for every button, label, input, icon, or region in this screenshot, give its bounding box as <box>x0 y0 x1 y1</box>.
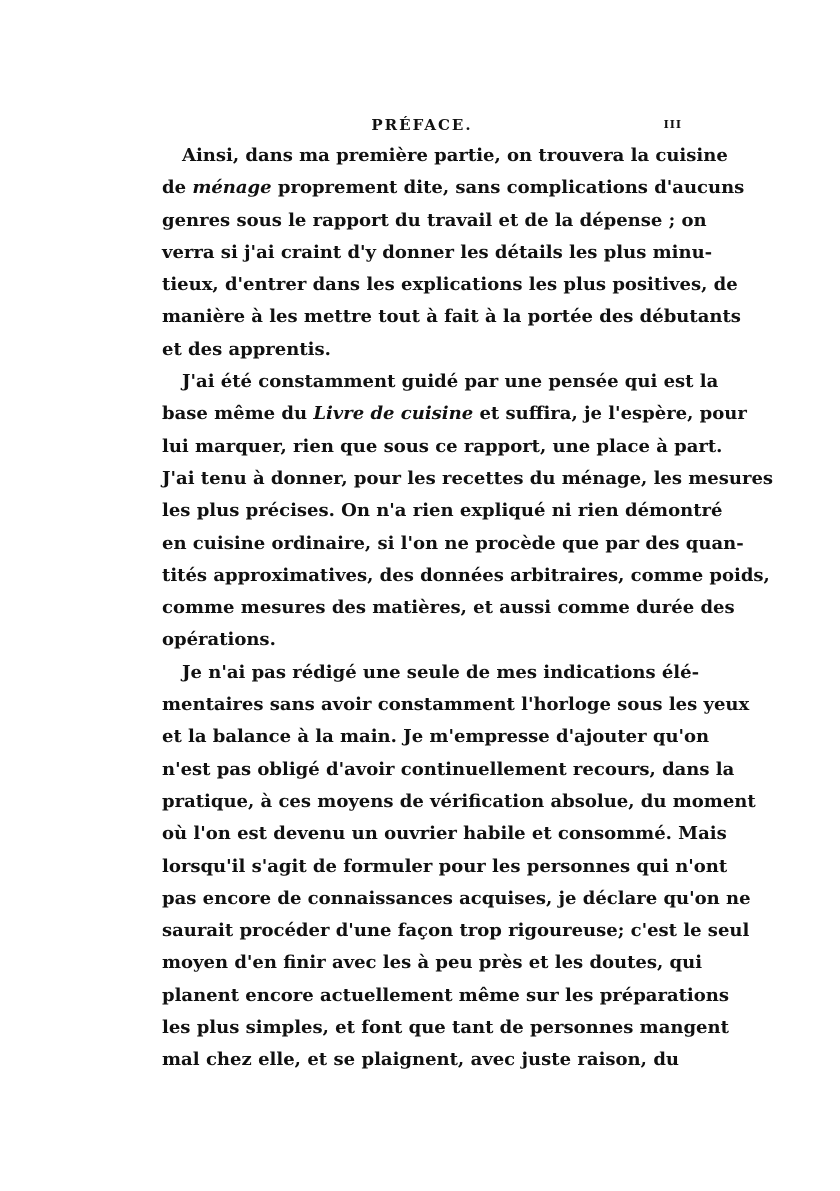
text-line: et des apprentis. <box>162 338 331 360</box>
text-line: et la balance à la main. Je m'empresse d'ajouter qu'on <box>162 726 710 748</box>
text-line: planent encore actuellement même sur les préparations <box>162 984 729 1006</box>
text-line: lui marquer, rien que sous ce rapport, une place à part. <box>162 435 723 457</box>
text-line: tieux, d'entrer dans les explications les plus positives, de <box>162 274 738 296</box>
text-line: pratique, à ces moyens de vérification absolue, du moment <box>162 790 756 812</box>
text-line: les plus précises. On n'a rien expliqué ni rien démontré <box>162 500 723 522</box>
text-line: moyen d'en finir avec les à peu près et les doutes, qui <box>162 952 703 974</box>
italic-title-livre-de-cuisine: Livre de cuisine <box>313 403 474 425</box>
paragraph-1 <box>162 140 745 366</box>
text-line: mentaires sans avoir constamment l'horloge sous les yeux <box>162 694 750 716</box>
text-run: et suffira, je l'espère, pour <box>473 403 747 425</box>
text-line <box>162 398 747 430</box>
text-line: manière à les mettre tout à fait à la portée des débutants <box>162 306 741 328</box>
text-line: en cuisine ordinaire, si l'on ne procède que par des quan- <box>162 532 744 554</box>
italic-term-menage: ménage <box>192 177 272 199</box>
page-number: III <box>663 118 682 131</box>
text-line: tités approximatives, des données arbitraires, comme poids, <box>162 564 770 586</box>
paragraph-3 <box>162 657 756 1077</box>
text-line: opérations. <box>162 629 276 651</box>
text-line: saurait procéder d'une façon trop rigoureuse; c'est le seul <box>162 920 750 942</box>
text-line: Ainsi, dans ma première partie, on trouvera la cuisine <box>182 145 728 166</box>
running-title: PRÉFACE. <box>371 116 473 134</box>
text-line: comme mesures des matières, et aussi comme durée des <box>162 597 735 619</box>
text-line: mal chez elle, et se plaignent, avec juste raison, du <box>162 1049 679 1071</box>
text-run: base même du <box>162 403 314 425</box>
text-line: lorsqu'il s'agit de formuler pour les personnes qui n'ont <box>162 855 728 877</box>
text-run: proprement dite, sans complications d'aucuns <box>271 177 745 199</box>
running-head <box>162 116 682 138</box>
text-line: pas encore de connaissances acquises, je déclare qu'on ne <box>162 887 751 909</box>
body-text <box>162 140 774 1077</box>
text-line: n'est pas obligé d'avoir continuellement recours, dans la <box>162 758 735 780</box>
text-line: les plus simples, et font que tant de personnes mangent <box>162 1017 729 1039</box>
text-line <box>162 172 745 204</box>
paragraph-2 <box>162 366 774 657</box>
text-line: où l'on est devenu un ouvrier habile et consommé. Mais <box>162 823 727 845</box>
text-line: J'ai été constamment guidé par une pensée qui est la <box>182 371 719 393</box>
text-line: J'ai tenu à donner, pour les recettes du ménage, les mesures <box>162 467 774 489</box>
text-run: de <box>162 177 193 199</box>
text-line: genres sous le rapport du travail et de la dépense ; on <box>162 209 707 231</box>
text-line: verra si j'ai craint d'y donner les détails les plus minu- <box>162 241 713 263</box>
text-line: Je n'ai pas rédigé une seule de mes indications élé- <box>182 661 700 683</box>
